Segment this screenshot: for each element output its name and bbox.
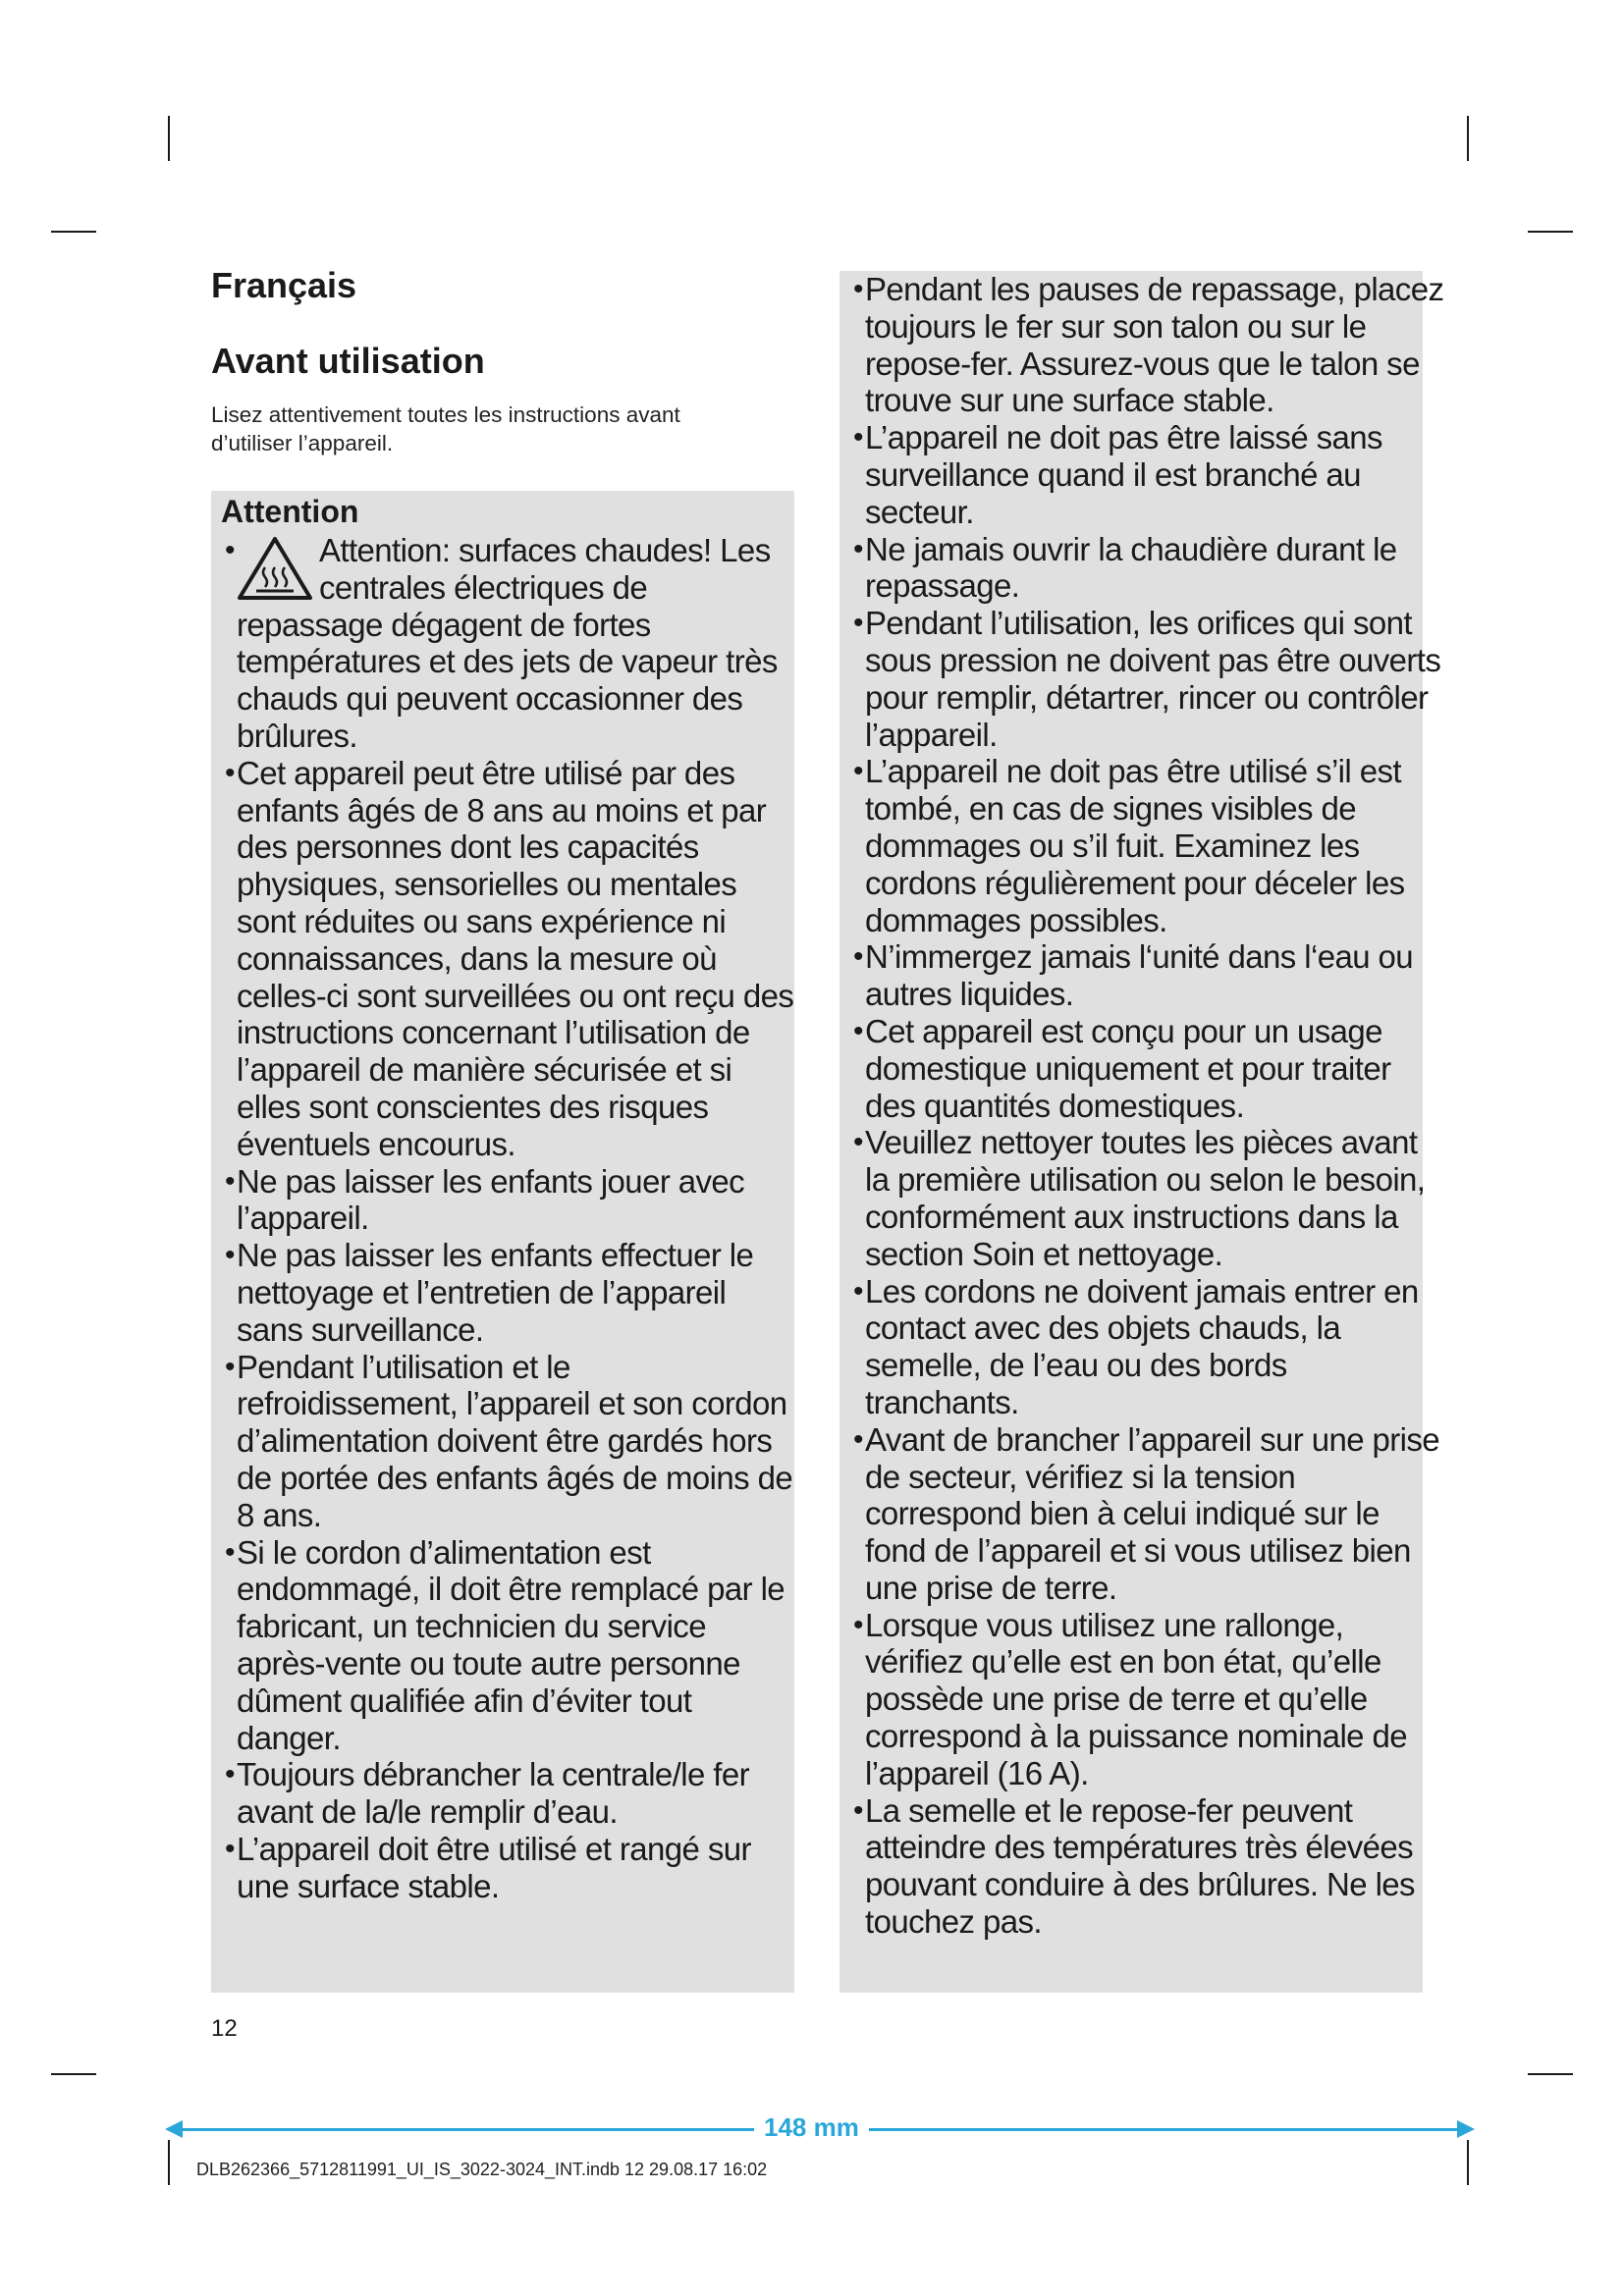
section-title: Avant utilisation <box>211 341 485 381</box>
first-item-row <box>237 532 798 607</box>
bullet-icon: • <box>853 273 863 305</box>
bullet-icon: • <box>853 755 863 788</box>
list-item <box>853 1124 1444 1272</box>
list-item-text: Lorsque vous utilisez une rallonge, vérifiez qu’elle est en bon état, qu’elle possède une prise de terre et qu’elle correspond à la puissance nominale de l’appareil (16 A). <box>865 1606 1407 1791</box>
bullet-icon: • <box>225 534 235 566</box>
list-item <box>853 1420 1444 1607</box>
list-item <box>225 1348 798 1534</box>
list-item <box>225 1830 798 1905</box>
list-item <box>853 938 1444 1013</box>
list-item-text: Pendant l’utilisation, les orifices qui sont sous pression ne doivent pas être ouverts pour remplir, détartrer, rincer ou contrôler l’appareil. <box>865 605 1441 753</box>
list-item <box>225 532 798 755</box>
bullet-icon: • <box>225 1350 235 1383</box>
list-item-text: La semelle et le repose-fer peuvent atteindre des températures très élevées pouvant conduire à des brûlures. Ne les touchez pas. <box>865 1791 1415 1941</box>
bullet-icon: • <box>225 756 235 789</box>
list-item-text: L’appareil ne doit pas être laissé sans surveillance quand il est branché au secteur. <box>865 419 1382 530</box>
list-item-text: Pendant les pauses de repassage, placez toujours le fer sur son talon ou sur le repose-fer. Assurez-vous que le talon se trouve sur une surface stable. <box>865 271 1444 419</box>
intro-line-1: Lisez attentivement toutes les instructions avant <box>211 402 680 427</box>
list-item <box>853 1606 1444 1792</box>
bullet-icon: • <box>225 1239 235 1272</box>
bullet-icon: • <box>853 607 863 640</box>
list-item <box>853 1272 1444 1421</box>
list-item-text: N’immergez jamais l‘unité dans l‘eau ou autres liquides. <box>865 938 1414 1013</box>
bullet-icon: • <box>853 1274 863 1308</box>
dimension-arrow-right <box>1457 2120 1475 2138</box>
list-item-text: Pendant l’utilisation et le refroidissement, l’appareil et son cordon d’alimentation doivent être gardés hors de portée des enfants âgés de moins de 8 ans. <box>237 1348 793 1533</box>
crop-mark-right-lower <box>1528 2073 1573 2075</box>
crop-mark-top-right <box>1467 116 1469 161</box>
bullet-icon: • <box>853 1126 863 1159</box>
list-item <box>225 1162 798 1238</box>
crop-mark-left-upper <box>51 231 96 233</box>
list-item <box>853 419 1444 530</box>
crop-mark-left-lower <box>51 2073 96 2075</box>
list-item-text: Ne pas laisser les enfants jouer avec l’appareil. <box>237 1162 745 1237</box>
list-item-text: Ne pas laisser les enfants effectuer le nettoyage et l’entretien de l’appareil sans surveillance. <box>237 1237 754 1348</box>
crop-mark-right-upper <box>1528 231 1573 233</box>
dimension-label: 148 mm <box>754 2112 869 2143</box>
list-item <box>853 605 1444 753</box>
list-item <box>853 1012 1444 1124</box>
attention-list <box>211 532 794 1904</box>
list-item <box>225 1756 798 1831</box>
hot-surface-warning-icon <box>237 536 313 601</box>
attention-box <box>211 491 794 1993</box>
bullet-icon: • <box>853 421 863 454</box>
crop-mark-bottom-left <box>168 2140 170 2185</box>
bullet-icon: • <box>225 1164 235 1198</box>
print-footer: DLB262366_5712811991_UI_IS_3022-3024_INT.indb 12 29.08.17 16:02 <box>196 2160 768 2179</box>
bullet-icon: • <box>853 1014 863 1047</box>
list-item <box>853 753 1444 938</box>
intro-text <box>211 400 800 457</box>
safety-box-continued <box>839 271 1444 1993</box>
bullet-icon: • <box>225 1832 235 1865</box>
list-item-text: Cet appareil est conçu pour un usage domestique uniquement et pour traiter des quantités domestiques. <box>865 1012 1391 1124</box>
list-item <box>225 1533 798 1757</box>
bullet-icon: • <box>853 1793 863 1827</box>
list-item-text: Cet appareil peut être utilisé par des enfants âgés de 8 ans au moins et par des personnes dont les capacités physiques, sensorielles ou mentales sont réduites ou sans expérience ni connaissances, dans la mesure où celles-ci sont surveillées ou ont reçu des instructions concernant l’utilisation de l’appareil de manière sécurisée et si elles sont conscientes des risques éventuels encourus. <box>237 754 794 1162</box>
list-item-text: Ne jamais ouvrir la chaudière durant le repassage. <box>865 530 1397 605</box>
list-item-text: Les cordons ne doivent jamais entrer en contact avec des objets chauds, la semelle, de l’eau ou des bords tranchants. <box>865 1272 1419 1420</box>
bullet-icon: • <box>225 1535 235 1569</box>
list-item-text: Veuillez nettoyer toutes les pièces avant la première utilisation ou selon le besoin, conformément aux instructions dans la section Soin et nettoyage. <box>865 1124 1426 1272</box>
first-item-text-a: Attention: surfaces chaudes! Les centrales électriques de <box>319 532 771 606</box>
page-number: 12 <box>211 2015 238 2042</box>
list-item-text: L’appareil ne doit pas être utilisé s’il est tombé, en cas de signes visibles de dommages ou s’il fuit. Examinez les cordons régulièrement pour déceler les dommages possibles. <box>865 753 1405 938</box>
crop-mark-bottom-right <box>1467 2140 1469 2185</box>
bullet-icon: • <box>853 1422 863 1456</box>
list-item-text: L’appareil doit être utilisé et rangé sur une surface stable. <box>237 1830 751 1904</box>
first-item-text-b: repassage dégagent de fortes températures et des jets de vapeur très chauds qui peuvent occasionner des brûlures. <box>237 606 778 754</box>
crop-mark-top-left <box>168 116 170 161</box>
bullet-icon: • <box>853 940 863 974</box>
list-item <box>853 271 1444 419</box>
list-item-text: Si le cordon d’alimentation est endommagé, il doit être remplacé par le fabricant, un technicien du service après-vente ou toute autre personne dûment qualifiée afin d’éviter tout danger. <box>237 1533 785 1756</box>
intro-line-2: d’utiliser l’appareil. <box>211 431 394 455</box>
bullet-icon: • <box>853 532 863 565</box>
attention-title: Attention <box>221 494 359 529</box>
list-item <box>853 530 1444 606</box>
list-item <box>225 1237 798 1348</box>
list-item-text: Toujours débrancher la centrale/le fer avant de la/le remplir d’eau. <box>237 1756 750 1831</box>
bullet-icon: • <box>853 1608 863 1641</box>
list-item-text: Avant de brancher l’appareil sur une prise de secteur, vérifiez si la tension correspond bien à celui indiqué sur le fond de l’appareil et si vous utilisez bien une prise de terre. <box>865 1420 1440 1606</box>
language-heading: Français <box>211 265 357 305</box>
bullet-icon: • <box>225 1758 235 1791</box>
safety-list <box>839 271 1444 1941</box>
list-item <box>225 754 798 1163</box>
list-item <box>853 1791 1444 1941</box>
